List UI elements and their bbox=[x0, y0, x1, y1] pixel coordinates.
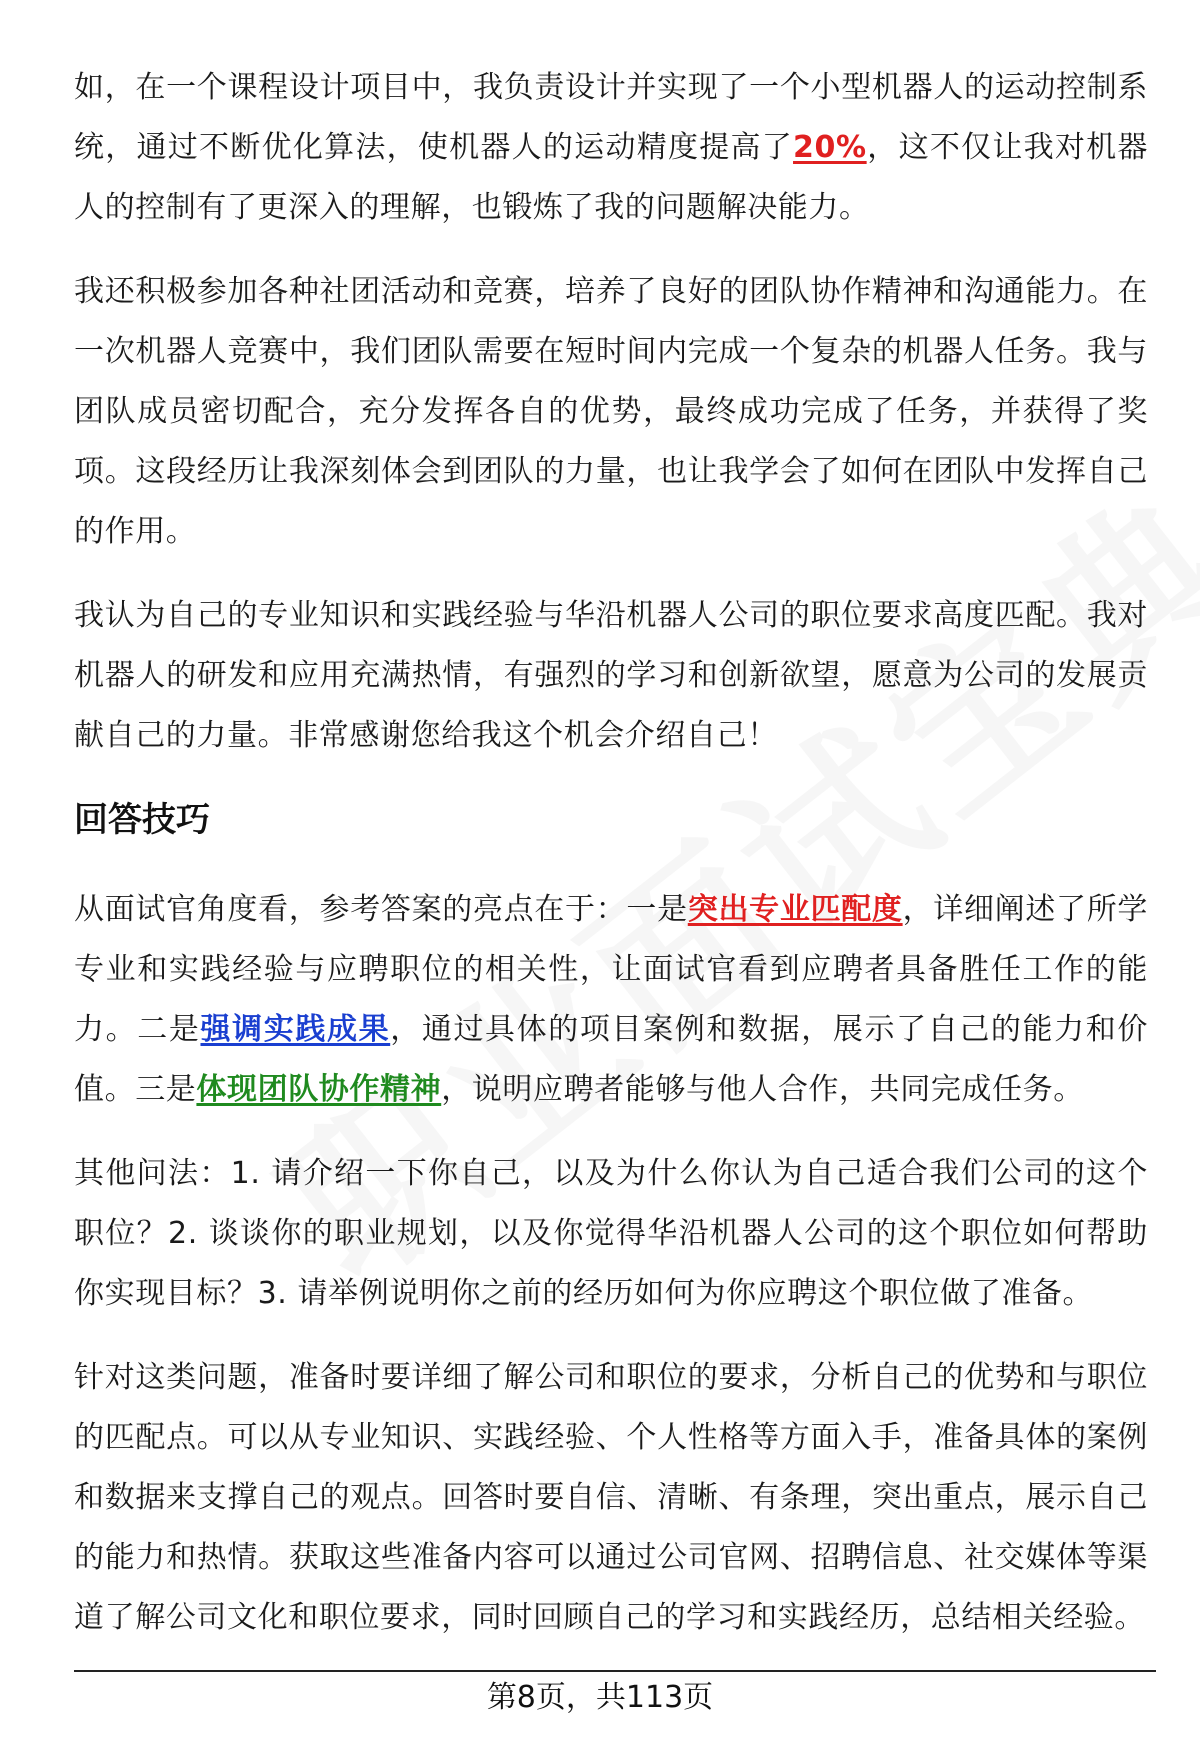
paragraph-text: ，说明应聘者能够与他人合作，共同完成任务。 bbox=[441, 1072, 1084, 1107]
document-page bbox=[74, 58, 1148, 1672]
paragraph-teamwork: 我还积极参加各种社团活动和竞赛，培养了良好的团队协作精神和沟通能力。在一次机器人竞赛中，我们团队需要在短时间内完成一个复杂的机器人任务。我与团队成员密切配合，充分发挥各自的优势，最终成功完成了任务，并获得了奖项。这段经历让我深刻体会到团队的力量，也让我学会了如何在团队中发挥自己的作用。 bbox=[74, 274, 1148, 549]
paragraph-preparation-advice: 针对这类问题，准备时要详细了解公司和职位的要求，分析自己的优势和与职位的匹配点。可以从专业知识、实践经验、个人性格等方面入手，准备具体的案例和数据来支撑自己的观点。回答时要自信、清晰、有条理，突出重点，展示自己的能力和热情。获取这些准备内容可以通过公司官网、招聘信息、社交媒体等渠道了解公司文化和职位要求，同时回顾自己的学习和实践经历，总结相关经验。 bbox=[74, 1360, 1148, 1635]
paragraph-text: 如，在一个课程设计项目中，我负责设计并实现了一个小型机器人的运动控制系统，通过不断优化算法，使机器人的运动精度提高了 bbox=[74, 70, 1148, 165]
section-heading: 回答技巧 bbox=[74, 800, 210, 840]
paragraph-conclusion: 我认为自己的专业知识和实践经验与华沿机器人公司的职位要求高度匹配。我对机器人的研发和应用充满热情，有强烈的学习和创新欲望，愿意为公司的发展贡献自己的力量。非常感谢您给我这个机会介绍自己！ bbox=[74, 598, 1148, 753]
paragraph-project-experience bbox=[74, 58, 1148, 238]
paragraph-text: 从面试官角度看，参考答案的亮点在于：一是 bbox=[74, 892, 688, 927]
page-number: 第8页，共113页 bbox=[486, 1680, 714, 1715]
highlight-teamwork-spirit: 体现团队协作精神 bbox=[196, 1072, 442, 1107]
paragraph-text: ，通过具体的项目案例和数据，展示了自己的能力和价值。三是 bbox=[74, 1012, 1149, 1107]
highlight-percentage: 20% bbox=[793, 130, 867, 165]
highlight-professional-match: 突出专业匹配度 bbox=[687, 892, 903, 927]
highlight-practical-results: 强调实践成果 bbox=[200, 1012, 391, 1047]
paragraph-answer-tips bbox=[74, 880, 1148, 1120]
paragraph-text: ，详细阐述了所学专业和实践经验与应聘职位的相关性，让面试官看到应聘者具备胜任工作的能力。二是 bbox=[74, 892, 1149, 1047]
paragraph-other-questions: 其他问法：1. 请介绍一下你自己，以及为什么你认为自己适合我们公司的这个职位？2. 谈谈你的职业规划，以及你觉得华沿机器人公司的这个职位如何帮助你实现目标？3. 请举例说明你之前的经历如何为你应聘这个职位做了准备。 bbox=[74, 1156, 1148, 1311]
paragraph-text: ，这不仅让我对机器人的控制有了更深入的理解，也锻炼了我的问题解决能力。 bbox=[74, 130, 1148, 225]
